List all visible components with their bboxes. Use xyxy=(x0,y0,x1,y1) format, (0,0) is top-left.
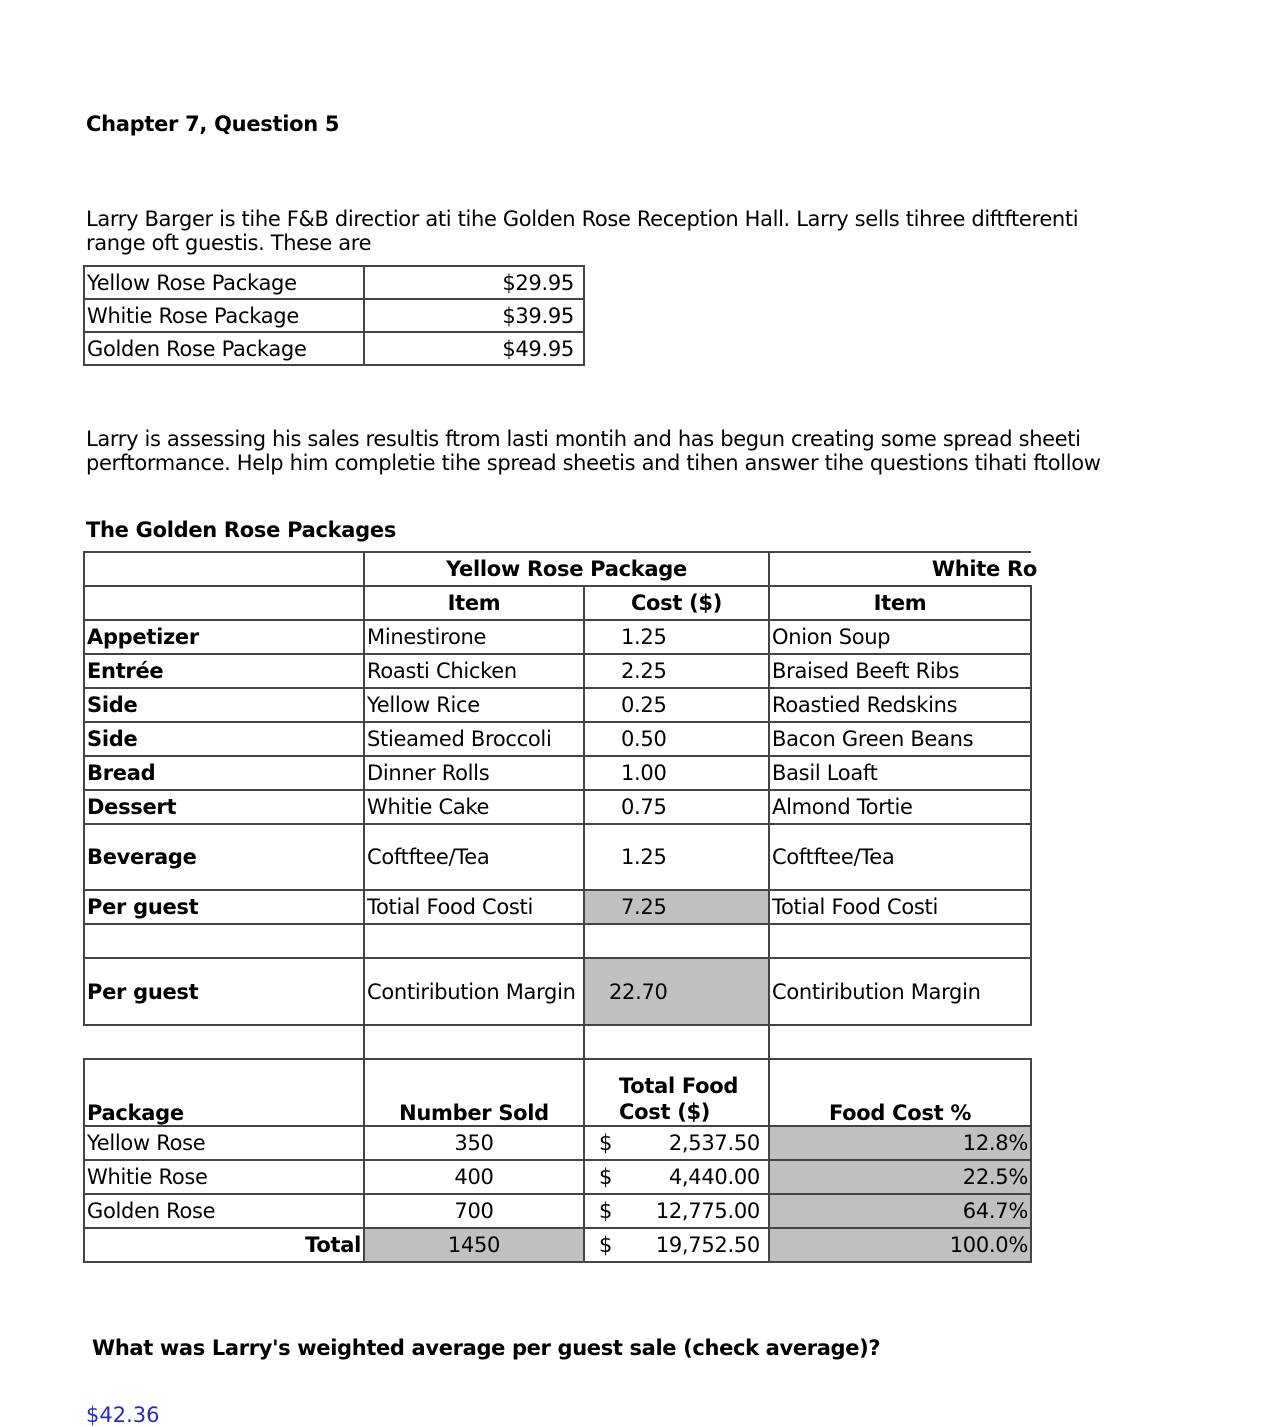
yellow-cost: 0.75 xyxy=(584,790,769,824)
menu-row xyxy=(84,620,1031,654)
package-price-table xyxy=(83,265,585,366)
price-row xyxy=(84,266,584,299)
course-label: Side xyxy=(84,688,364,722)
price-row xyxy=(84,332,584,365)
sales-pct: 12.8% xyxy=(769,1126,1031,1160)
price-value: $29.95 xyxy=(364,266,584,299)
white-item: Coftftee/Tea xyxy=(769,824,1031,890)
white-item: Onion Soup xyxy=(769,620,1031,654)
menu-row xyxy=(84,688,1031,722)
menu-row xyxy=(84,824,1031,890)
course-label: Beverage xyxy=(84,824,364,890)
menu-row xyxy=(84,722,1031,756)
menu-row xyxy=(84,654,1031,688)
col-food-cost-header: Total Food Cost ($) xyxy=(584,1059,769,1126)
column-header-row xyxy=(84,586,1031,620)
price-package-name: Yellow Rose Package xyxy=(84,266,364,299)
food-cost-row xyxy=(84,890,1031,924)
white-item: Roastied Redskins xyxy=(769,688,1031,722)
menu-row xyxy=(84,790,1031,824)
price-package-name: Whitie Rose Package xyxy=(84,299,364,332)
margin-value: 22.70 xyxy=(584,958,769,1025)
package-header-row xyxy=(84,552,1031,586)
sales-package: Golden Rose xyxy=(84,1194,364,1228)
yellow-item: Dinner Rolls xyxy=(364,756,584,790)
sales-food-cost: $ 4,440.00 xyxy=(584,1160,769,1194)
white-margin-item: Contiribution Margin xyxy=(769,958,1031,1025)
yellow-cost: 2.25 xyxy=(584,654,769,688)
yellow-item: Roasti Chicken xyxy=(364,654,584,688)
yellow-item: Whitie Cake xyxy=(364,790,584,824)
margin-item: Contiribution Margin xyxy=(364,958,584,1025)
section-title: The Golden Rose Packages xyxy=(86,518,397,542)
sales-total-row xyxy=(84,1228,1031,1262)
price-value: $39.95 xyxy=(364,299,584,332)
white-item: Bacon Green Beans xyxy=(769,722,1031,756)
food-cost-value: 7.25 xyxy=(584,890,769,924)
sales-sold: 400 xyxy=(364,1160,584,1194)
col-package-header: Package xyxy=(84,1059,364,1126)
yellow-cost: 0.50 xyxy=(584,722,769,756)
white-package-header: White Ro xyxy=(769,552,1031,586)
sales-header-row xyxy=(84,1059,1031,1126)
question-text: What was Larry's weighted average per guest sale (check average)? xyxy=(92,1336,881,1360)
col-pct-header: Food Cost % xyxy=(769,1059,1031,1126)
sales-package: Whitie Rose xyxy=(84,1160,364,1194)
yellow-item: Stieamed Broccoli xyxy=(364,722,584,756)
sales-row xyxy=(84,1194,1031,1228)
price-package-name: Golden Rose Package xyxy=(84,332,364,365)
intro-line-2: range oft guestis. These are xyxy=(86,231,372,255)
sales-food-cost: $ 2,537.50 xyxy=(584,1126,769,1160)
sales-row xyxy=(84,1160,1031,1194)
yellow-package-header: Yellow Rose Package xyxy=(364,552,769,586)
food-cost-item: Totial Food Costi xyxy=(364,890,584,924)
margin-label: Per guest xyxy=(84,958,364,1025)
course-label: Appetizer xyxy=(84,620,364,654)
task-line-2: perftormance. Help him completie tihe spread sheetis and tihen answer tihe questions tihati ftollow xyxy=(86,451,1101,475)
col-item2-header: Item xyxy=(769,586,1031,620)
price-row xyxy=(84,299,584,332)
sales-sold: 700 xyxy=(364,1194,584,1228)
white-item: Braised Beeft Ribs xyxy=(769,654,1031,688)
spacer-row xyxy=(84,924,1031,958)
sales-row xyxy=(84,1126,1031,1160)
gap-row xyxy=(84,1025,1031,1059)
yellow-cost: 1.25 xyxy=(584,824,769,890)
total-food-cost: $ 19,752.50 xyxy=(584,1228,769,1262)
col-item-header: Item xyxy=(364,586,584,620)
sales-package: Yellow Rose xyxy=(84,1126,364,1160)
sales-food-cost: $ 12,775.00 xyxy=(584,1194,769,1228)
col-cost-header: Cost ($) xyxy=(584,586,769,620)
course-label: Side xyxy=(84,722,364,756)
price-value: $49.95 xyxy=(364,332,584,365)
sales-sold: 350 xyxy=(364,1126,584,1160)
yellow-cost: 0.25 xyxy=(584,688,769,722)
yellow-item: Coftftee/Tea xyxy=(364,824,584,890)
yellow-cost: 1.25 xyxy=(584,620,769,654)
course-label: Entrée xyxy=(84,654,364,688)
course-label: Bread xyxy=(84,756,364,790)
white-item: Almond Tortie xyxy=(769,790,1031,824)
margin-row xyxy=(84,958,1031,1025)
sales-pct: 22.5% xyxy=(769,1160,1031,1194)
answer-value: $42.36 xyxy=(86,1403,160,1427)
food-cost-label: Per guest xyxy=(84,890,364,924)
page-title: Chapter 7, Question 5 xyxy=(86,112,340,136)
total-sold: 1450 xyxy=(364,1228,584,1262)
menu-row xyxy=(84,756,1031,790)
total-label: Total xyxy=(84,1228,364,1262)
yellow-item: Yellow Rice xyxy=(364,688,584,722)
white-food-cost-item: Totial Food Costi xyxy=(769,890,1031,924)
yellow-item: Minestirone xyxy=(364,620,584,654)
col-sold-header: Number Sold xyxy=(364,1059,584,1126)
intro-line-1: Larry Barger is tihe F&B directior ati tihe Golden Rose Reception Hall. Larry sells tihree diftfterenti xyxy=(86,207,1079,231)
yellow-cost: 1.00 xyxy=(584,756,769,790)
total-pct: 100.0% xyxy=(769,1228,1031,1262)
white-item: Basil Loaft xyxy=(769,756,1031,790)
sales-pct: 64.7% xyxy=(769,1194,1031,1228)
course-label: Dessert xyxy=(84,790,364,824)
packages-table xyxy=(83,551,1037,1263)
task-line-1: Larry is assessing his sales resultis ftrom lasti montih and has begun creating some spread sheeti xyxy=(86,427,1081,451)
